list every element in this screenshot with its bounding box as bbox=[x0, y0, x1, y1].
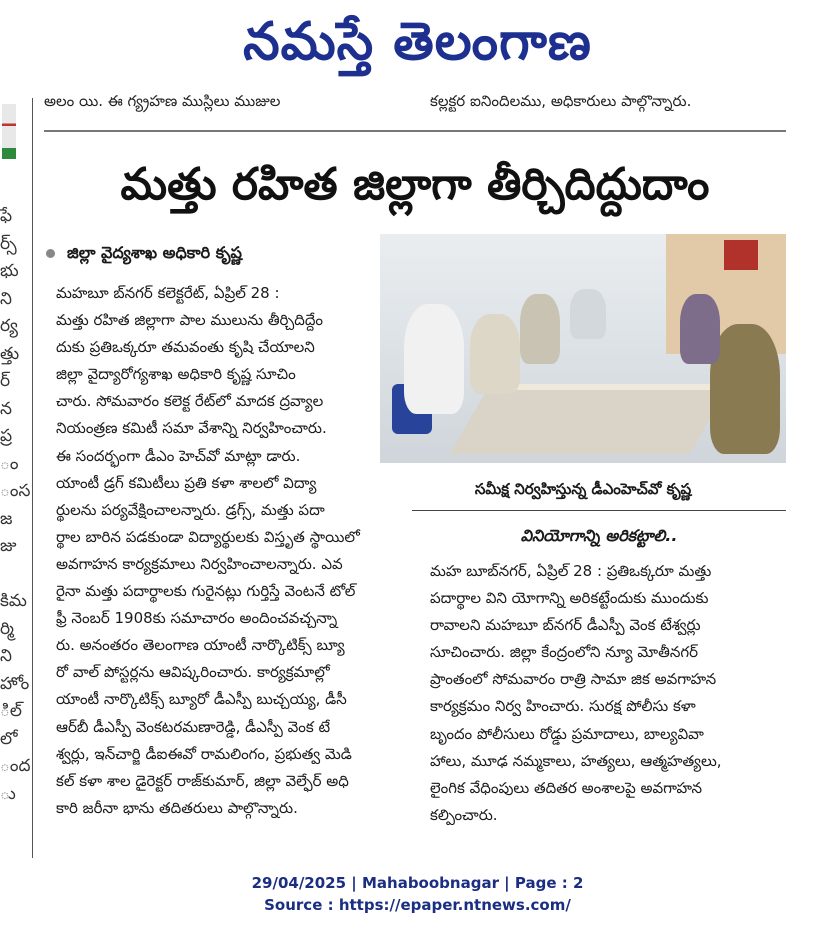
adjacent-text-fragment: ు bbox=[0, 783, 16, 804]
text-line: యాంటీ నార్కొటిక్స్ బ్యూరో డీఎస్పీ బుచ్చయ్య, డీసీ bbox=[56, 690, 347, 709]
meeting-photo bbox=[380, 234, 786, 463]
byline-text: జిల్లా వైద్యశాఖ అధికారి కృష్ణ bbox=[67, 243, 242, 262]
text-line: చారు. సోమవారం కలెక్ట రేట్‌లో మాదక ద్రవ్యాల bbox=[56, 392, 324, 411]
adjacent-text-fragment: జ bbox=[0, 508, 13, 529]
text-line: జిల్లా వైద్యారోగ్యశాఖ అధికారి కృష్ణ సూచిం bbox=[56, 365, 296, 384]
sidebar-heading: వినియోగాన్ని అరికట్టాలి.. bbox=[520, 526, 678, 545]
photo-emblem bbox=[724, 240, 758, 270]
adjacent-text-fragment: ర్ bbox=[0, 371, 11, 391]
photo-caption: సమీక్ష నిర్వహిస్తున్న డీఎంహెచ్‌వో కృష్ణ bbox=[474, 480, 692, 498]
adjacent-text-fragment: ంస bbox=[0, 481, 31, 501]
newspaper-masthead: నమస్తే తెలంగాణ bbox=[243, 12, 592, 72]
previous-article-cut-text-left: అలం యి. ఈ గ్య్రహణ ముస్లిలు ముజుల bbox=[44, 92, 281, 110]
photo-person bbox=[710, 324, 780, 454]
adjacent-text-fragment: ఫే bbox=[0, 206, 13, 226]
text-line: రు. అనంతరం తెలంగాణ యాంటీ నార్కొటిక్స్ బ్యూ bbox=[56, 636, 345, 655]
text-line: కారి జరీనా భాను తదితరులు పాల్గొన్నారు. bbox=[56, 798, 298, 817]
photo-conference-table bbox=[450, 384, 730, 454]
text-line: రో వాల్ పోస్టర్లను ఆవిష్కరించారు. కార్యక్రమాల్లో bbox=[56, 663, 330, 682]
adjacent-text-fragment: ని bbox=[0, 288, 12, 309]
adjacent-text-fragment: ిల్ bbox=[0, 701, 22, 721]
text-line: ప్రాంతంలో సోమవారం రాత్రి సామా జిక అవగాహన bbox=[430, 670, 717, 689]
footer-date-edition: 29/04/2025 | Mahaboobnagar | Page : 2 bbox=[251, 874, 584, 892]
sidebar-body bbox=[430, 558, 786, 829]
photo-person bbox=[520, 294, 560, 364]
article-byline bbox=[46, 240, 242, 266]
photo-person bbox=[570, 289, 606, 339]
section-rule bbox=[44, 130, 786, 132]
text-line: ఆర్‌బీ డీఎస్పీ వెంకటరమణారెడ్డి, డీఎస్పీ వెంక టే bbox=[56, 717, 331, 736]
adjacent-text-fragment: ం bbox=[0, 453, 19, 474]
page-footer bbox=[0, 872, 835, 916]
bullet-icon bbox=[46, 249, 55, 258]
sidebar-rule bbox=[412, 510, 786, 511]
adjacent-text-fragment: న bbox=[0, 398, 12, 419]
text-line: కల్ కళా శాల డైరెక్టర్ రాజ్‌కుమార్, జిల్లా వెల్ఫేర్ అధి bbox=[56, 771, 349, 790]
text-line: నియంత్రణ కమిటీ సమా వేశాన్ని నిర్వహించారు. bbox=[56, 419, 327, 438]
adjacent-text-fragment: హోం bbox=[0, 673, 30, 694]
text-line: ర్థాల బారిన పడకుండా విద్యార్థులకు విస్తృత స్థాయిలో bbox=[56, 527, 360, 546]
text-line: దుకు ప్రతిఒక్కరూ తమవంతు కృషి చేయాలని bbox=[56, 338, 315, 357]
text-line: హాలు, మూఢ నమ్మకాలు, హత్యలు, ఆత్మహత్యలు, bbox=[430, 751, 722, 770]
column-divider bbox=[32, 98, 33, 858]
text-line: ఫ్రీ నెంబర్ 1908కు సమాచారం అందించవచ్చన్నా bbox=[56, 609, 338, 628]
footer-source: Source : https://epaper.ntnews.com/ bbox=[264, 896, 571, 914]
adjacent-text-fragment: ర్మి bbox=[0, 618, 14, 639]
text-line: రైనా మత్తు పదార్థాలకు గురైనట్లు గుర్తిస్తే వెంటనే టోల్ bbox=[56, 582, 356, 601]
adjacent-text-fragment: లో bbox=[0, 728, 18, 749]
text-line: అవగాహన కార్యక్రమాలు నిర్వహించాలన్నారు. ఎవ bbox=[56, 554, 343, 573]
photo-person bbox=[470, 314, 520, 394]
text-line: బృందం పోలీసులు రోడ్డు ప్రమాదాలు, బాల్యవివా bbox=[430, 724, 704, 743]
adjacent-text-fragment: జు bbox=[0, 536, 17, 556]
adjacent-text-fragment: ంద bbox=[0, 756, 31, 776]
text-line: రావాలని మహబూ బ్‌నగర్ డీఎస్పీ వెంక టేశ్వర్లు bbox=[430, 616, 701, 635]
text-line: మహ బూబ్‌నగర్, ఏప్రిల్ 28 : ప్రతిఒక్కరూ మత్తు bbox=[430, 562, 712, 580]
text-line: ర్థులను పర్యవేక్షించాలన్నారు. డ్రగ్స్, మత్తు పదా bbox=[56, 500, 325, 519]
text-line: ఈ సందర్భంగా డీఎం హెచ్‌వో మాట్లా డారు. bbox=[56, 446, 301, 465]
adjacent-text-fragment: ప్ర bbox=[0, 426, 13, 446]
adjacent-photo-fragment bbox=[2, 104, 16, 159]
text-line: కల్పించారు. bbox=[430, 805, 498, 824]
text-line: పదార్థాల విని యోగాన్ని అరికట్టేందుకు ముందుకు bbox=[430, 589, 709, 608]
text-line: కార్యక్రమం నిర్వ హించారు. సురక్ష పోలీసు కళా bbox=[430, 697, 696, 716]
article-body bbox=[56, 280, 372, 822]
adjacent-text-fragment: త్తు bbox=[0, 343, 20, 364]
text-line: మహబూ బ్‌నగర్ కలెక్టరేట్, ఏప్రిల్ 28 : bbox=[56, 284, 280, 302]
adjacent-text-fragment: ర్స్ bbox=[0, 233, 17, 254]
adjacent-column-fragment bbox=[0, 98, 31, 858]
text-line: యాంటీ డ్రగ్ కమిటీలు ప్రతి కళా శాలలో విద్యా bbox=[56, 473, 317, 492]
text-line: లైంగిక వేధింపులు తదితర అంశాలపై అవగాహన bbox=[430, 778, 703, 797]
photo-person bbox=[404, 304, 464, 414]
adjacent-text-fragment: ర్య bbox=[0, 316, 18, 336]
text-line: మత్తు రహిత జిల్లాగా పాల ములును తీర్చిదిద్దేం bbox=[56, 311, 324, 330]
previous-article-cut-text-right: కల్లక్టర ఐనిందిలము, అధికారులు పాల్గొన్నారు. bbox=[430, 92, 692, 110]
article-headline: మత్తు రహిత జిల్లాగా తీర్చిదిద్దుదాం bbox=[120, 159, 710, 210]
adjacent-text-fragment: కిమ bbox=[0, 591, 27, 611]
text-line: శ్వర్లు, ఇన్‌చార్జి డీఐఈవో రామలింగం, ప్రభుత్వ మెడి bbox=[56, 744, 352, 763]
adjacent-text-fragment: ని bbox=[0, 646, 12, 666]
text-line: సూచించారు. జిల్లా కేంద్రంలోని న్యూ మోతీనగర్ bbox=[430, 643, 699, 662]
adjacent-text-fragment: భు bbox=[0, 261, 19, 281]
photo-person bbox=[680, 294, 720, 364]
